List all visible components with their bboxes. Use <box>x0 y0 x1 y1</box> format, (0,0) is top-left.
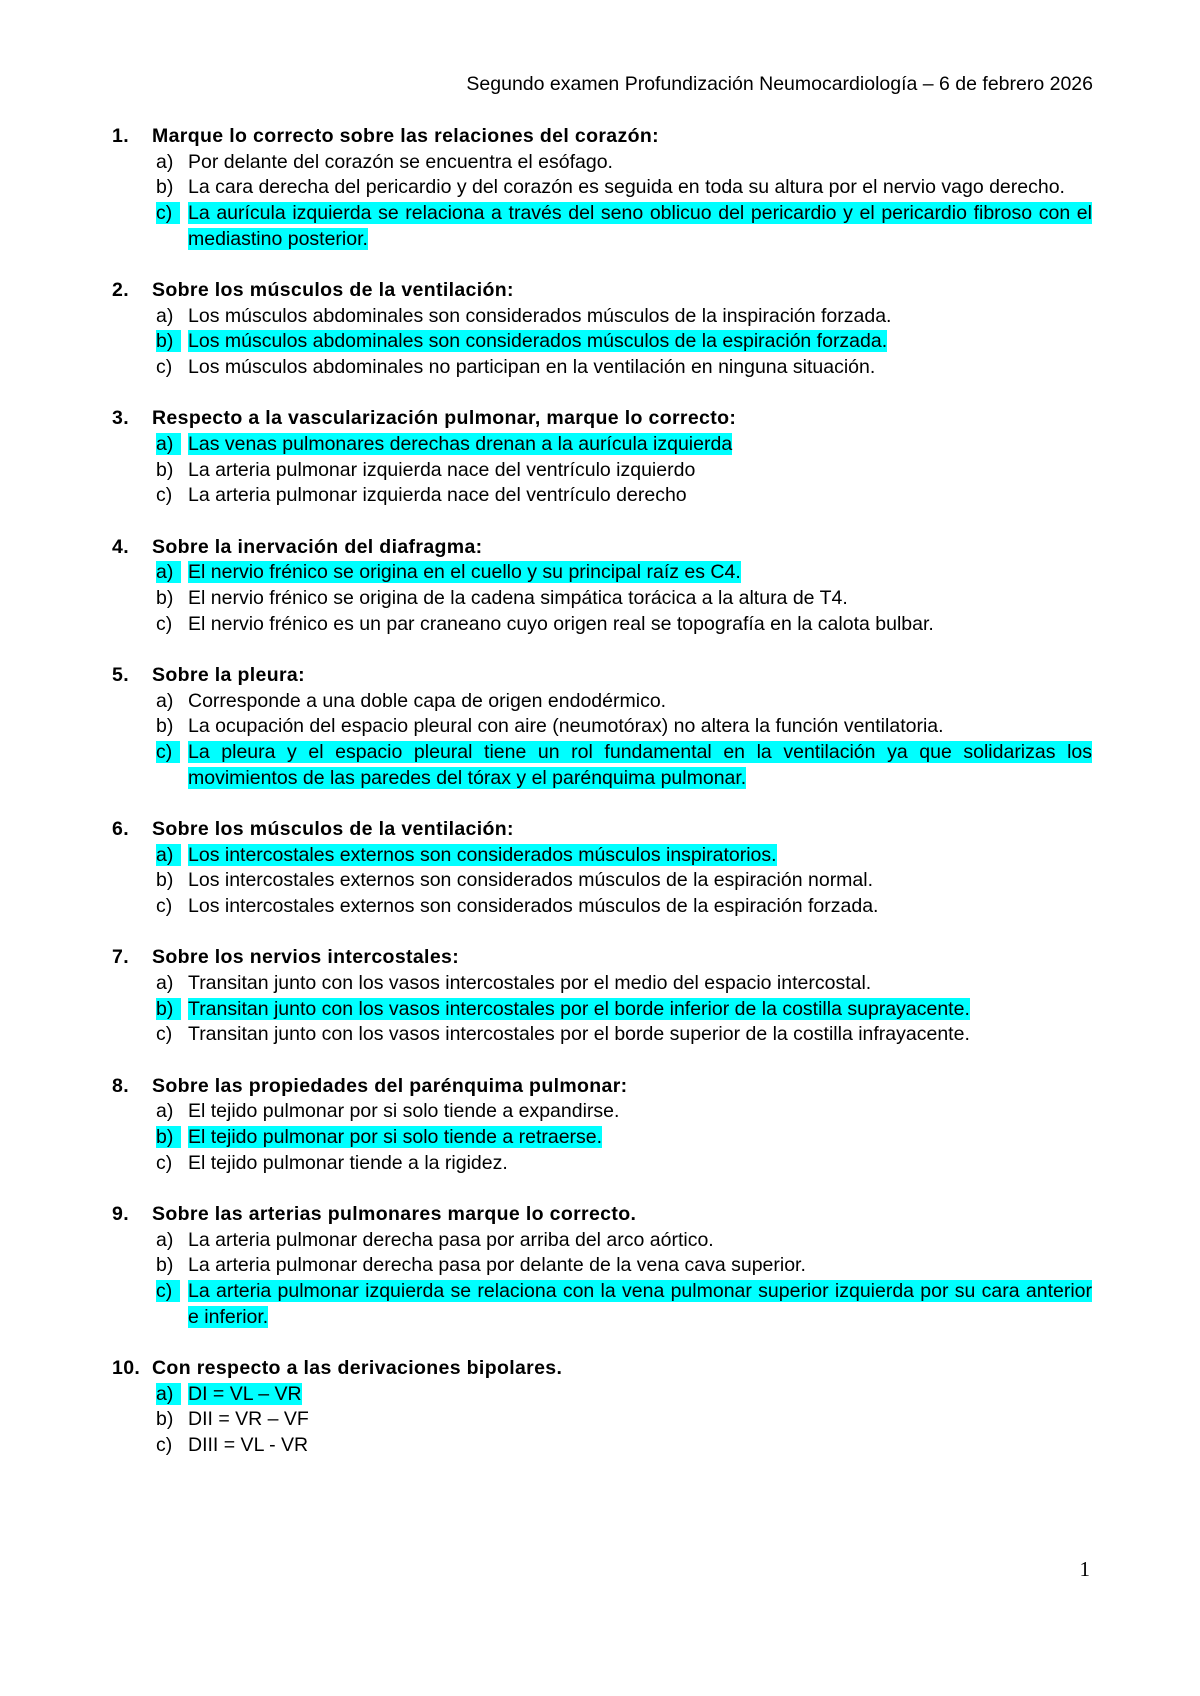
option-text: DII = VR – VF <box>188 1408 309 1431</box>
option-list <box>112 689 1092 792</box>
question-2 <box>112 278 1092 381</box>
question-heading <box>112 535 1092 561</box>
option-text-cell <box>188 1253 1092 1279</box>
option-letter-cell <box>156 1022 188 1048</box>
option-text: El tejido pulmonar por si solo tiende a expandirse. <box>188 1100 620 1123</box>
option-letter: c) <box>156 1434 173 1457</box>
option-text: La arteria pulmonar izquierda nace del ventrículo derecho <box>188 484 687 507</box>
option-letter-cell <box>156 560 188 586</box>
option-a <box>156 1228 1092 1254</box>
option-a-highlighted <box>156 432 1092 458</box>
option-letter-cell <box>156 740 188 791</box>
option-text: Los intercostales externos son considerados músculos de la espiración forzada. <box>188 895 879 918</box>
option-c-highlighted <box>156 740 1092 791</box>
question-number: 6. <box>112 817 129 840</box>
option-letter-cell <box>156 175 188 201</box>
option-letter-cell <box>156 458 188 484</box>
question-9 <box>112 1202 1092 1331</box>
option-letter-cell <box>156 201 188 252</box>
question-number: 9. <box>112 1202 129 1225</box>
question-8 <box>112 1074 1092 1177</box>
option-text-cell <box>188 483 1092 509</box>
option-letter: a) <box>156 561 181 583</box>
question-heading <box>112 817 1092 843</box>
option-b <box>156 1407 1092 1433</box>
option-letter-cell <box>156 689 188 715</box>
option-text-cell <box>188 1279 1092 1330</box>
option-a <box>156 1099 1092 1125</box>
option-text-cell <box>188 1407 1092 1433</box>
option-letter: b) <box>156 869 174 892</box>
option-list <box>112 1099 1092 1176</box>
option-letter: b) <box>156 1254 174 1277</box>
option-text-cell <box>188 612 1092 638</box>
option-b <box>156 714 1092 740</box>
option-letter-cell <box>156 997 188 1023</box>
option-a <box>156 150 1092 176</box>
option-a <box>156 971 1092 997</box>
question-4 <box>112 535 1092 638</box>
option-letter-cell <box>156 586 188 612</box>
question-text: Marque lo correcto sobre las relaciones del corazón: <box>152 125 659 147</box>
option-b <box>156 175 1092 201</box>
option-text: La arteria pulmonar derecha pasa por arriba del arco aórtico. <box>188 1228 714 1251</box>
option-c <box>156 612 1092 638</box>
question-heading <box>112 1356 1092 1382</box>
option-letter: b) <box>156 458 174 481</box>
question-text: Respecto a la vascularización pulmonar, marque lo correcto: <box>152 407 737 430</box>
option-letter-cell <box>156 150 188 176</box>
question-number: 3. <box>112 407 129 430</box>
option-letter: c) <box>156 1023 173 1046</box>
option-text-cell <box>188 1022 1092 1048</box>
option-c <box>156 483 1092 509</box>
option-letter: a) <box>156 304 174 327</box>
option-letter: c) <box>156 741 180 763</box>
option-text-cell <box>188 894 1092 920</box>
option-letter-cell <box>156 843 188 869</box>
option-text-cell <box>188 1125 1092 1151</box>
option-list <box>112 1382 1092 1459</box>
option-text-cell <box>188 175 1092 201</box>
question-3 <box>112 406 1092 509</box>
option-list <box>112 150 1092 253</box>
option-letter-cell <box>156 612 188 638</box>
question-heading <box>112 406 1092 432</box>
option-letter: c) <box>156 202 180 224</box>
option-letter: b) <box>156 1408 174 1431</box>
option-b-highlighted <box>156 329 1092 355</box>
option-text-cell <box>188 1382 1092 1408</box>
option-text: El tejido pulmonar tiende a la rigidez. <box>188 1151 508 1174</box>
option-letter: a) <box>156 844 181 866</box>
option-text-cell <box>188 1228 1092 1254</box>
option-a-highlighted <box>156 560 1092 586</box>
option-letter: b) <box>156 176 174 199</box>
option-letter-cell <box>156 868 188 894</box>
option-letter-cell <box>156 1433 188 1459</box>
option-text-cell <box>188 868 1092 894</box>
option-letter: a) <box>156 971 174 994</box>
option-text-cell <box>188 740 1092 791</box>
option-text: La arteria pulmonar izquierda nace del ventrículo izquierdo <box>188 458 696 481</box>
option-c <box>156 894 1092 920</box>
option-c-highlighted <box>156 1279 1092 1330</box>
option-letter-cell <box>156 355 188 381</box>
option-letter: b) <box>156 998 181 1020</box>
option-list <box>112 843 1092 920</box>
option-letter: b) <box>156 1126 181 1148</box>
option-text: El nervio frénico se origina en el cuello y su principal raíz es C4. <box>188 561 741 584</box>
option-c-highlighted <box>156 201 1092 252</box>
option-text: DIII = VL - VR <box>188 1434 309 1457</box>
option-letter-cell <box>156 1279 188 1330</box>
option-b <box>156 868 1092 894</box>
option-text: Corresponde a una doble capa de origen endodérmico. <box>188 689 667 712</box>
option-text: La aurícula izquierda se relaciona a través del seno oblicuo del pericardio y el pericardio fibroso con el mediastino posterior. <box>188 202 1092 250</box>
option-text: Transitan junto con los vasos intercostales por el borde inferior de la costilla suprayacente. <box>188 997 970 1020</box>
option-letter-cell <box>156 1253 188 1279</box>
question-number: 4. <box>112 535 129 558</box>
option-letter-cell <box>156 304 188 330</box>
option-b <box>156 1253 1092 1279</box>
question-5 <box>112 663 1092 792</box>
question-heading <box>112 1202 1092 1228</box>
option-text-cell <box>188 458 1092 484</box>
option-text-cell <box>188 1151 1092 1177</box>
option-list <box>112 304 1092 381</box>
question-heading <box>112 278 1092 304</box>
option-letter-cell <box>156 1407 188 1433</box>
option-text-cell <box>188 714 1092 740</box>
option-letter: b) <box>156 715 174 738</box>
option-letter-cell <box>156 432 188 458</box>
option-text: El tejido pulmonar por si solo tiende a retraerse. <box>188 1126 603 1148</box>
question-10 <box>112 1356 1092 1459</box>
question-text: Sobre la inervación del diafragma: <box>152 535 483 558</box>
option-letter: c) <box>156 895 173 918</box>
option-c <box>156 1151 1092 1177</box>
option-text: La pleura y el espacio pleural tiene un rol fundamental en la ventilación ya que solidarizas los movimientos de las paredes del tórax y el parénquima pulmonar. <box>188 741 1092 789</box>
option-text-cell <box>188 843 1092 869</box>
option-text: El nervio frénico es un par craneano cuyo origen real se topografía en la calota bulbar. <box>188 612 934 635</box>
question-number: 2. <box>112 279 129 302</box>
option-text: La arteria pulmonar derecha pasa por delante de la vena cava superior. <box>188 1254 806 1277</box>
question-text: Con respecto a las derivaciones bipolares. <box>152 1356 563 1379</box>
question-text: Sobre los nervios intercostales: <box>152 946 460 969</box>
option-letter: a) <box>156 1383 181 1405</box>
question-heading <box>112 945 1092 971</box>
question-number: 10. <box>112 1356 141 1379</box>
question-number: 5. <box>112 663 129 686</box>
option-c <box>156 1022 1092 1048</box>
option-a-highlighted <box>156 1382 1092 1408</box>
page-header: Segundo examen Profundización Neumocardiología – 6 de febrero 2026 <box>466 73 1093 95</box>
question-heading <box>112 663 1092 689</box>
option-text-cell <box>188 432 1092 458</box>
option-letter: c) <box>156 1280 180 1302</box>
option-text: Los músculos abdominales no participan en la ventilación en ninguna situación. <box>188 356 876 379</box>
option-b-highlighted <box>156 997 1092 1023</box>
option-letter-cell <box>156 483 188 509</box>
option-b <box>156 586 1092 612</box>
option-letter: a) <box>156 433 181 455</box>
question-text: Sobre las arterias pulmonares marque lo correcto. <box>152 1202 637 1225</box>
option-text-cell <box>188 560 1092 586</box>
option-text-cell <box>188 971 1092 997</box>
option-text-cell <box>188 1099 1092 1125</box>
option-letter: c) <box>156 612 173 635</box>
question-1 <box>112 124 1092 253</box>
option-letter: a) <box>156 1100 174 1123</box>
option-text-cell <box>188 201 1092 252</box>
option-text: Transitan junto con los vasos intercostales por el medio del espacio intercostal. <box>188 971 872 994</box>
option-text: Los intercostales externos son considerados músculos inspiratorios. <box>188 843 777 866</box>
option-text: DI = VL – VR <box>188 1382 302 1405</box>
option-b <box>156 458 1092 484</box>
question-list <box>112 124 1092 1484</box>
option-text: Transitan junto con los vasos intercostales por el borde superior de la costilla infrayacente. <box>188 1023 970 1046</box>
option-letter-cell <box>156 1228 188 1254</box>
option-text: El nervio frénico se origina de la cadena simpática torácica a la altura de T4. <box>188 587 848 610</box>
option-letter: c) <box>156 484 173 507</box>
option-text-cell <box>188 1433 1092 1459</box>
option-b-highlighted <box>156 1125 1092 1151</box>
option-list <box>112 560 1092 637</box>
question-text: Sobre las propiedades del parénquima pulmonar: <box>152 1074 628 1097</box>
option-letter-cell <box>156 1099 188 1125</box>
option-text: Las venas pulmonares derechas drenan a la aurícula izquierda <box>188 433 733 456</box>
option-letter-cell <box>156 1125 188 1151</box>
option-text-cell <box>188 150 1092 176</box>
option-letter: c) <box>156 356 173 379</box>
option-text: La arteria pulmonar izquierda se relaciona con la vena pulmonar superior izquierda por su cara anterior e inferior. <box>188 1280 1092 1328</box>
option-letter-cell <box>156 329 188 355</box>
question-7 <box>112 945 1092 1048</box>
option-text-cell <box>188 586 1092 612</box>
option-a-highlighted <box>156 843 1092 869</box>
option-text: Los músculos abdominales son considerados músculos de la inspiración forzada. <box>188 304 892 327</box>
question-6 <box>112 817 1092 920</box>
option-letter-cell <box>156 1382 188 1408</box>
option-letter: b) <box>156 330 181 352</box>
option-text-cell <box>188 304 1092 330</box>
option-text: Por delante del corazón se encuentra el esófago. <box>188 150 613 173</box>
option-a <box>156 689 1092 715</box>
option-letter-cell <box>156 714 188 740</box>
option-text: Los músculos abdominales son considerados músculos de la espiración forzada. <box>188 330 888 353</box>
option-text: La ocupación del espacio pleural con aire (neumotórax) no altera la función ventilatoria. <box>188 715 944 738</box>
option-c <box>156 1433 1092 1459</box>
option-text-cell <box>188 689 1092 715</box>
question-number: 1. <box>112 125 129 147</box>
option-letter-cell <box>156 894 188 920</box>
option-text: La cara derecha del pericardio y del corazón es seguida en toda su altura por el nervio vago derecho. <box>188 176 1065 199</box>
option-letter: a) <box>156 689 174 712</box>
option-letter-cell <box>156 1151 188 1177</box>
option-letter: c) <box>156 1151 173 1174</box>
option-letter: b) <box>156 587 174 610</box>
option-list <box>112 432 1092 509</box>
option-text-cell <box>188 329 1092 355</box>
option-letter-cell <box>156 971 188 997</box>
question-heading <box>112 1074 1092 1100</box>
option-list <box>112 1228 1092 1331</box>
option-text-cell <box>188 997 1092 1023</box>
question-text: Sobre los músculos de la ventilación: <box>152 817 514 840</box>
question-number: 8. <box>112 1074 129 1097</box>
question-text: Sobre los músculos de la ventilación: <box>152 279 514 302</box>
option-c <box>156 355 1092 381</box>
option-text-cell <box>188 355 1092 381</box>
option-list <box>112 971 1092 1048</box>
option-letter: a) <box>156 1228 174 1251</box>
question-number: 7. <box>112 946 129 969</box>
question-heading <box>112 124 1092 150</box>
option-a <box>156 304 1092 330</box>
option-letter: a) <box>156 150 174 173</box>
page-number: 1 <box>1079 1557 1090 1581</box>
question-text: Sobre la pleura: <box>152 663 305 686</box>
option-text: Los intercostales externos son considerados músculos de la espiración normal. <box>188 869 874 892</box>
